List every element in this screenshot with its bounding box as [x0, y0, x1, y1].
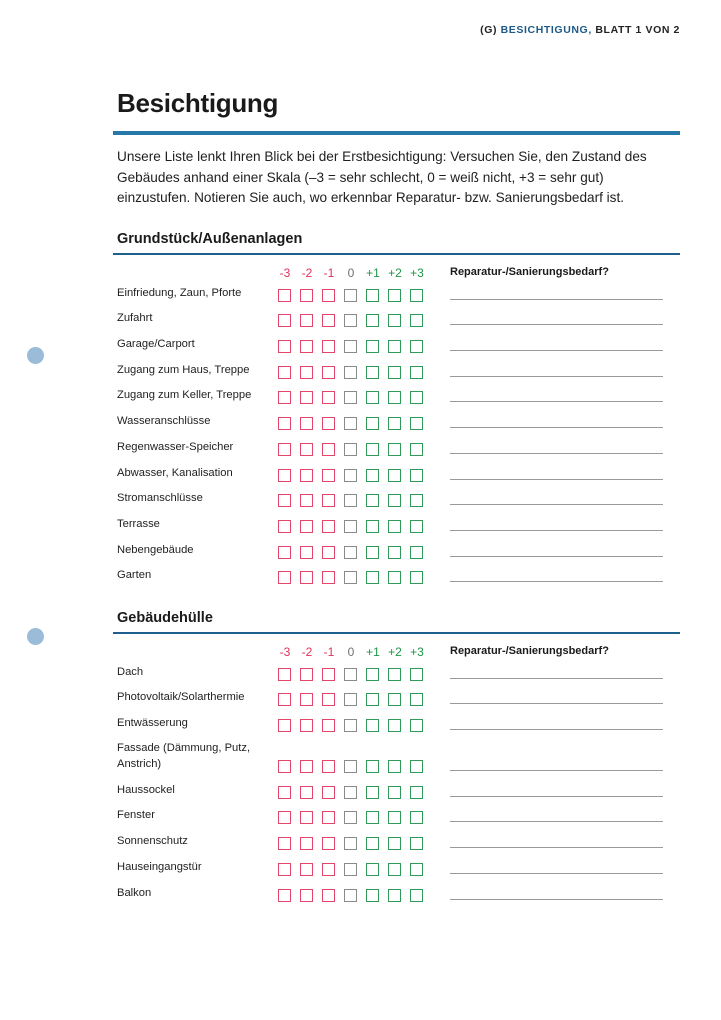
rating-checkbox-plus2[interactable]	[388, 494, 401, 507]
rating-checkbox-minus3[interactable]	[278, 417, 291, 430]
repair-notes-field[interactable]	[450, 729, 663, 730]
rating-checkbox-0[interactable]	[344, 760, 357, 773]
rating-checkbox-plus3[interactable]	[410, 417, 423, 430]
row-label: Entwässerung	[117, 717, 188, 730]
rating-checkbox-plus3[interactable]	[410, 520, 423, 533]
repair-column-header: Reparatur-/Sanierungsbedarf?	[450, 645, 609, 657]
row-label: Sonnenschutz	[117, 835, 188, 848]
rating-checkbox-minus2[interactable]	[300, 443, 313, 456]
rating-checkbox-plus2[interactable]	[388, 571, 401, 584]
rating-checkbox-plus3[interactable]	[410, 289, 423, 302]
rating-checkbox-minus1[interactable]	[322, 571, 335, 584]
checklist-row	[113, 778, 680, 804]
rating-checkbox-minus2[interactable]	[300, 837, 313, 850]
rating-checkbox-plus1[interactable]	[366, 811, 379, 824]
repair-notes-field[interactable]	[450, 401, 663, 402]
section-title: Grundstück/Außenanlagen	[117, 231, 303, 247]
rating-checkbox-plus1[interactable]	[366, 443, 379, 456]
rating-checkbox-plus2[interactable]	[388, 469, 401, 482]
punch-hole-icon	[27, 347, 44, 364]
rating-checkbox-plus2[interactable]	[388, 546, 401, 559]
rating-checkbox-plus3[interactable]	[410, 391, 423, 404]
rating-checkbox-plus3[interactable]	[410, 837, 423, 850]
rating-checkbox-plus1[interactable]	[366, 760, 379, 773]
row-label: Fenster	[117, 809, 155, 822]
rating-checkbox-plus3[interactable]	[410, 668, 423, 681]
checklist-row	[113, 660, 680, 686]
rating-checkbox-minus1[interactable]	[322, 546, 335, 559]
rating-checkbox-minus3[interactable]	[278, 289, 291, 302]
punch-hole-icon	[27, 628, 44, 645]
row-label: Wasseranschlüsse	[117, 415, 211, 428]
rating-checkbox-0[interactable]	[344, 786, 357, 799]
rating-checkbox-0[interactable]	[344, 391, 357, 404]
scale-header	[113, 255, 680, 281]
rating-checkbox-0[interactable]	[344, 289, 357, 302]
checklist-row	[113, 711, 680, 737]
rating-checkbox-plus1[interactable]	[366, 391, 379, 404]
rating-checkbox-minus2[interactable]	[300, 366, 313, 379]
checklist-row	[113, 686, 680, 712]
rating-checkbox-minus1[interactable]	[322, 366, 335, 379]
checklist-row	[113, 461, 680, 487]
scale-label: -3	[279, 645, 291, 659]
checklist-row	[113, 435, 680, 461]
row-label: Einfriedung, Zaun, Pforte	[117, 286, 242, 299]
repair-notes-field[interactable]	[450, 324, 663, 325]
rating-checkbox-minus1[interactable]	[322, 469, 335, 482]
rating-checkbox-plus1[interactable]	[366, 693, 379, 706]
rating-checkbox-minus1[interactable]	[322, 811, 335, 824]
rating-checkbox-plus3[interactable]	[410, 546, 423, 559]
repair-notes-field[interactable]	[450, 873, 663, 874]
rating-checkbox-minus1[interactable]	[322, 786, 335, 799]
checklist-row	[113, 332, 680, 358]
rating-checkbox-minus1[interactable]	[322, 443, 335, 456]
rating-checkbox-minus2[interactable]	[300, 693, 313, 706]
rating-checkbox-minus3[interactable]	[278, 520, 291, 533]
rating-checkbox-plus3[interactable]	[410, 786, 423, 799]
rating-checkbox-0[interactable]	[344, 366, 357, 379]
scale-label: -2	[301, 266, 313, 280]
rating-checkbox-minus1[interactable]	[322, 494, 335, 507]
scale-label: -3	[279, 266, 291, 280]
rating-checkbox-minus1[interactable]	[322, 314, 335, 327]
row-label: Abwasser, Kanalisation	[117, 466, 233, 479]
rating-checkbox-minus2[interactable]	[300, 289, 313, 302]
repair-notes-field[interactable]	[450, 504, 663, 505]
rating-checkbox-plus3[interactable]	[410, 366, 423, 379]
rating-checkbox-plus3[interactable]	[410, 443, 423, 456]
row-label: Zufahrt	[117, 312, 153, 325]
rating-checkbox-minus1[interactable]	[322, 289, 335, 302]
rating-checkbox-plus3[interactable]	[410, 889, 423, 902]
rating-checkbox-minus2[interactable]	[300, 668, 313, 681]
rating-checkbox-minus1[interactable]	[322, 837, 335, 850]
rating-checkbox-minus3[interactable]	[278, 760, 291, 773]
rating-checkbox-minus2[interactable]	[300, 889, 313, 902]
title-divider	[113, 131, 680, 135]
row-label: Photovoltaik/Solarthermie	[117, 691, 245, 704]
rating-checkbox-minus3[interactable]	[278, 693, 291, 706]
scale-label: 0	[347, 645, 355, 659]
rating-checkbox-plus1[interactable]	[366, 520, 379, 533]
rating-checkbox-minus3[interactable]	[278, 443, 291, 456]
rating-checkbox-plus3[interactable]	[410, 811, 423, 824]
rating-checkbox-minus3[interactable]	[278, 863, 291, 876]
rating-checkbox-plus2[interactable]	[388, 837, 401, 850]
rating-checkbox-plus1[interactable]	[366, 863, 379, 876]
section-grundstueck	[113, 231, 680, 589]
rating-checkbox-plus2[interactable]	[388, 520, 401, 533]
rating-checkbox-plus1[interactable]	[366, 340, 379, 353]
checklist-row	[113, 512, 680, 538]
rating-checkbox-minus2[interactable]	[300, 340, 313, 353]
checklist-rows	[113, 281, 680, 589]
scale-label: +2	[388, 645, 402, 659]
rating-checkbox-plus2[interactable]	[388, 889, 401, 902]
rating-checkbox-minus2[interactable]	[300, 811, 313, 824]
rating-checkbox-minus2[interactable]	[300, 520, 313, 533]
rating-checkbox-plus2[interactable]	[388, 668, 401, 681]
row-label: Nebengebäude	[117, 543, 194, 556]
rating-checkbox-0[interactable]	[344, 314, 357, 327]
rating-checkbox-minus1[interactable]	[322, 668, 335, 681]
rating-checkbox-plus1[interactable]	[366, 571, 379, 584]
rating-checkbox-minus2[interactable]	[300, 863, 313, 876]
repair-notes-field[interactable]	[450, 796, 663, 797]
rating-checkbox-plus1[interactable]	[366, 289, 379, 302]
checklist-row	[113, 737, 680, 778]
rating-checkbox-minus2[interactable]	[300, 314, 313, 327]
scale-label: +1	[366, 645, 380, 659]
row-label: Haussockel	[117, 783, 175, 796]
checklist-row	[113, 855, 680, 881]
rating-checkbox-minus3[interactable]	[278, 719, 291, 732]
checklist-row	[113, 409, 680, 435]
rating-checkbox-minus3[interactable]	[278, 546, 291, 559]
rating-checkbox-minus1[interactable]	[322, 760, 335, 773]
rating-checkbox-0[interactable]	[344, 571, 357, 584]
checklist-row	[113, 307, 680, 333]
rating-checkbox-plus3[interactable]	[410, 719, 423, 732]
header-chapter: BESICHTIGUNG,	[500, 24, 592, 36]
rating-checkbox-minus2[interactable]	[300, 494, 313, 507]
rating-checkbox-minus2[interactable]	[300, 417, 313, 430]
rating-checkbox-plus2[interactable]	[388, 417, 401, 430]
repair-notes-field[interactable]	[450, 427, 663, 428]
running-header	[480, 24, 680, 36]
rating-checkbox-plus2[interactable]	[388, 811, 401, 824]
rating-checkbox-minus1[interactable]	[322, 520, 335, 533]
scale-label: +3	[410, 645, 424, 659]
rating-checkbox-0[interactable]	[344, 863, 357, 876]
rating-checkbox-plus1[interactable]	[366, 546, 379, 559]
checklist-row	[113, 829, 680, 855]
rating-checkbox-0[interactable]	[344, 693, 357, 706]
rating-checkbox-minus3[interactable]	[278, 391, 291, 404]
rating-checkbox-plus1[interactable]	[366, 837, 379, 850]
row-label: Fassade (Dämmung, Putz, Anstrich)	[117, 742, 251, 771]
header-prefix: (G)	[480, 24, 501, 36]
intro-paragraph: Unsere Liste lenkt Ihren Blick bei der Erstbesichtigung: Versuchen Sie, den Zustand des Gebäudes anhand einer Skala (–3 = sehr schlecht, 0 = weiß nicht, +3 = sehr gut) einzustufen. Notieren Sie auch, wo erkennbar Reparatur- bzw. Sanierungsbedarf ist.	[117, 149, 647, 205]
repair-notes-field[interactable]	[450, 678, 663, 679]
repair-notes-field[interactable]	[450, 376, 663, 377]
rating-checkbox-plus3[interactable]	[410, 314, 423, 327]
rating-checkbox-0[interactable]	[344, 494, 357, 507]
rating-checkbox-0[interactable]	[344, 469, 357, 482]
checklist-row	[113, 881, 680, 907]
repair-column-header: Reparatur-/Sanierungsbedarf?	[450, 266, 609, 278]
rating-checkbox-plus3[interactable]	[410, 863, 423, 876]
rating-checkbox-plus1[interactable]	[366, 366, 379, 379]
row-label: Zugang zum Haus, Treppe	[117, 363, 250, 376]
row-label: Balkon	[117, 886, 152, 899]
repair-notes-field[interactable]	[450, 703, 663, 704]
rating-checkbox-0[interactable]	[344, 417, 357, 430]
repair-notes-field[interactable]	[450, 899, 663, 900]
repair-notes-field[interactable]	[450, 581, 663, 582]
rating-checkbox-minus2[interactable]	[300, 760, 313, 773]
rating-checkbox-plus2[interactable]	[388, 391, 401, 404]
rating-checkbox-plus2[interactable]	[388, 693, 401, 706]
rating-checkbox-plus2[interactable]	[388, 786, 401, 799]
row-label: Terrasse	[117, 517, 160, 530]
checklist-row	[113, 358, 680, 384]
scale-label: -2	[301, 645, 313, 659]
repair-notes-field[interactable]	[450, 453, 663, 454]
scale-label: -1	[323, 266, 335, 280]
scale-label: +2	[388, 266, 402, 280]
checklist-row	[113, 487, 680, 513]
repair-notes-field[interactable]	[450, 299, 663, 300]
rating-checkbox-minus3[interactable]	[278, 786, 291, 799]
rating-checkbox-0[interactable]	[344, 340, 357, 353]
rating-checkbox-minus1[interactable]	[322, 719, 335, 732]
rating-checkbox-minus2[interactable]	[300, 786, 313, 799]
repair-notes-field[interactable]	[450, 821, 663, 822]
rating-checkbox-plus2[interactable]	[388, 760, 401, 773]
repair-notes-field[interactable]	[450, 847, 663, 848]
rating-checkbox-0[interactable]	[344, 837, 357, 850]
rating-checkbox-plus1[interactable]	[366, 786, 379, 799]
rating-checkbox-plus3[interactable]	[410, 340, 423, 353]
repair-notes-field[interactable]	[450, 350, 663, 351]
rating-checkbox-plus2[interactable]	[388, 366, 401, 379]
rating-checkbox-plus3[interactable]	[410, 693, 423, 706]
rating-checkbox-minus1[interactable]	[322, 340, 335, 353]
rating-checkbox-minus2[interactable]	[300, 391, 313, 404]
rating-checkbox-plus1[interactable]	[366, 469, 379, 482]
rating-checkbox-minus3[interactable]	[278, 340, 291, 353]
rating-checkbox-plus1[interactable]	[366, 417, 379, 430]
rating-checkbox-0[interactable]	[344, 443, 357, 456]
rating-checkbox-0[interactable]	[344, 520, 357, 533]
scale-header	[113, 634, 680, 660]
rating-checkbox-plus3[interactable]	[410, 494, 423, 507]
rating-checkbox-minus3[interactable]	[278, 668, 291, 681]
scale-label: -1	[323, 645, 335, 659]
rating-checkbox-0[interactable]	[344, 811, 357, 824]
row-label: Stromanschlüsse	[117, 492, 203, 505]
rating-checkbox-minus3[interactable]	[278, 811, 291, 824]
rating-checkbox-minus1[interactable]	[322, 863, 335, 876]
row-label: Garten	[117, 569, 152, 582]
rating-checkbox-plus1[interactable]	[366, 719, 379, 732]
rating-checkbox-plus2[interactable]	[388, 863, 401, 876]
checklist-row	[113, 564, 680, 590]
repair-notes-field[interactable]	[450, 770, 663, 771]
rating-checkbox-plus2[interactable]	[388, 289, 401, 302]
rating-checkbox-plus1[interactable]	[366, 494, 379, 507]
rating-checkbox-minus2[interactable]	[300, 546, 313, 559]
rating-checkbox-plus2[interactable]	[388, 719, 401, 732]
page-title: Besichtigung	[117, 88, 279, 118]
repair-notes-field[interactable]	[450, 556, 663, 557]
rating-checkbox-minus3[interactable]	[278, 494, 291, 507]
repair-notes-field[interactable]	[450, 479, 663, 480]
rating-checkbox-minus2[interactable]	[300, 719, 313, 732]
row-label: Regenwasser-Speicher	[117, 440, 234, 453]
rating-checkbox-minus3[interactable]	[278, 314, 291, 327]
rating-checkbox-minus3[interactable]	[278, 837, 291, 850]
rating-checkbox-0[interactable]	[344, 889, 357, 902]
checklist-rows	[113, 660, 680, 907]
rating-checkbox-minus3[interactable]	[278, 889, 291, 902]
rating-checkbox-minus3[interactable]	[278, 571, 291, 584]
rating-checkbox-minus3[interactable]	[278, 469, 291, 482]
row-label: Garage/Carport	[117, 338, 195, 351]
row-label: Dach	[117, 665, 144, 678]
rating-checkbox-0[interactable]	[344, 546, 357, 559]
rating-checkbox-plus1[interactable]	[366, 314, 379, 327]
rating-checkbox-minus1[interactable]	[322, 693, 335, 706]
repair-notes-field[interactable]	[450, 530, 663, 531]
rating-checkbox-minus1[interactable]	[322, 391, 335, 404]
rating-checkbox-plus3[interactable]	[410, 760, 423, 773]
rating-checkbox-plus2[interactable]	[388, 443, 401, 456]
rating-checkbox-plus2[interactable]	[388, 314, 401, 327]
scale-label: +1	[366, 266, 380, 280]
rating-checkbox-minus2[interactable]	[300, 571, 313, 584]
rating-checkbox-0[interactable]	[344, 668, 357, 681]
rating-checkbox-plus3[interactable]	[410, 469, 423, 482]
rating-checkbox-minus3[interactable]	[278, 366, 291, 379]
rating-checkbox-plus1[interactable]	[366, 668, 379, 681]
row-label: Hauseingangstür	[117, 860, 202, 873]
scale-label: +3	[410, 266, 424, 280]
checklist-row	[113, 804, 680, 830]
rating-checkbox-minus2[interactable]	[300, 469, 313, 482]
checklist-row	[113, 538, 680, 564]
row-label: Zugang zum Keller, Treppe	[117, 389, 252, 402]
rating-checkbox-minus1[interactable]	[322, 889, 335, 902]
section-title: Gebäudehülle	[117, 610, 213, 626]
rating-checkbox-plus1[interactable]	[366, 889, 379, 902]
rating-checkbox-plus3[interactable]	[410, 571, 423, 584]
rating-checkbox-0[interactable]	[344, 719, 357, 732]
section-gebaeudehuelle	[113, 610, 680, 907]
rating-checkbox-minus1[interactable]	[322, 417, 335, 430]
header-sheet: BLATT 1 VON 2	[591, 24, 680, 36]
checklist-row	[113, 384, 680, 410]
scale-label: 0	[347, 266, 355, 280]
checklist-row	[113, 281, 680, 307]
rating-checkbox-plus2[interactable]	[388, 340, 401, 353]
